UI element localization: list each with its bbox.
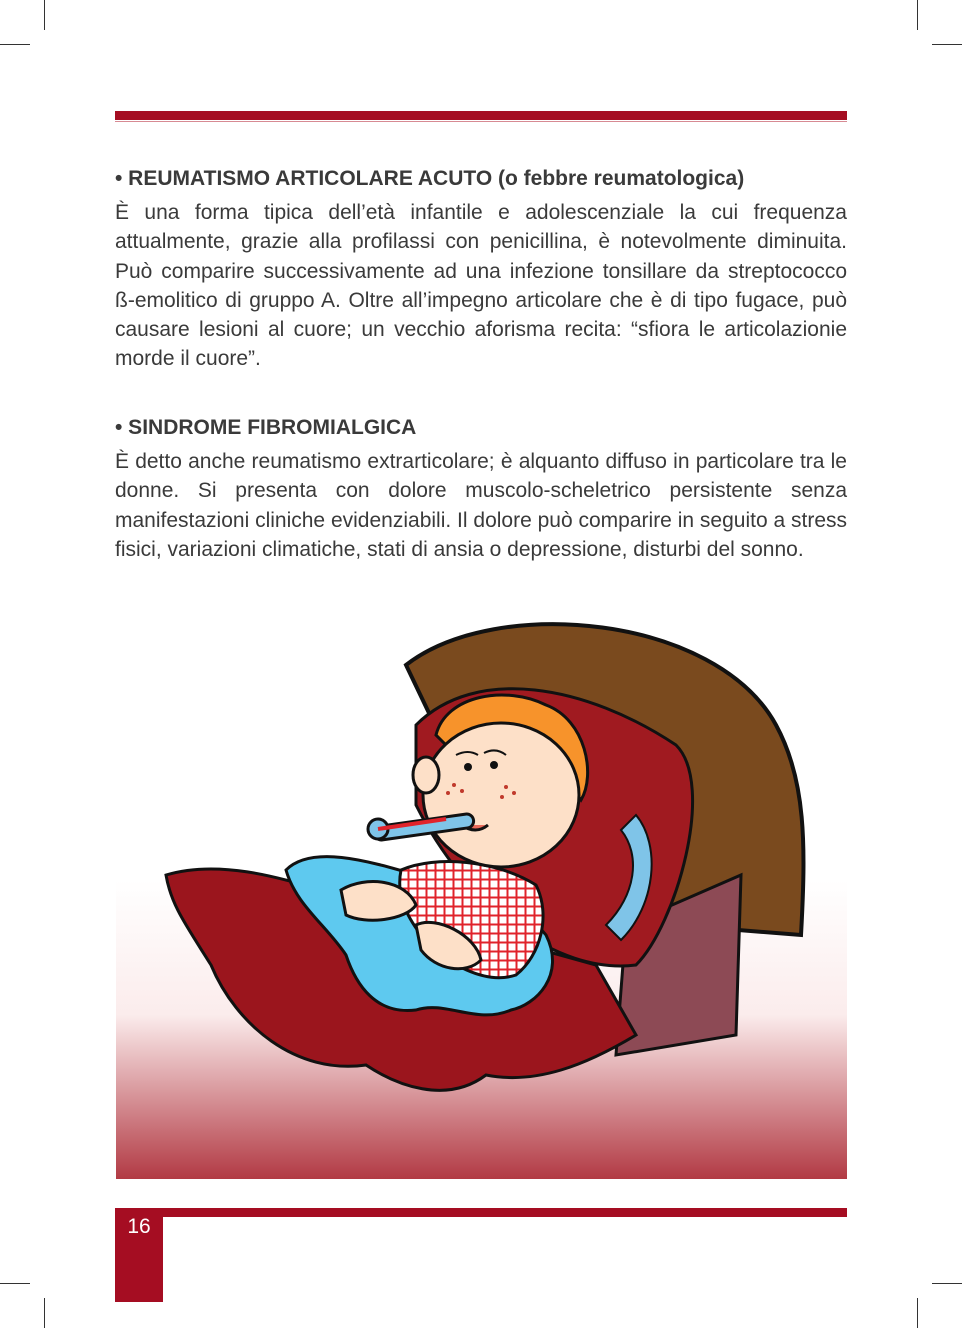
crop-mark <box>932 44 962 45</box>
section-body: È una forma tipica dell’età infantile e adolescenziale la cui frequenza attualmente, grazie alla profilassi con penicillina, è notevolmente diminuita. Può comparire successivamente ad una infezione tonsillare da streptococco ß-emolitico di gruppo A. Oltre all’impegno articolare che è di tipo fugace, può causare lesioni al cuore; un vecchio aforisma recita: “sfiora le articolazionie morde il cuore”. <box>115 201 847 371</box>
top-divider <box>115 111 847 120</box>
bottom-divider <box>163 1208 847 1217</box>
section-reumatismo <box>115 166 847 374</box>
crop-mark <box>44 1298 45 1328</box>
section-heading: • SINDROME FIBROMIALGICA <box>115 416 417 439</box>
ear <box>413 757 439 793</box>
page-number-box <box>115 1208 163 1302</box>
section-heading: • REUMATISMO ARTICOLARE ACUTO (o febbre reumatologica) <box>115 167 745 190</box>
section-body: È detto anche reumatismo extrarticolare; è alquanto diffuso in particolare tra le donne. Si presenta con dolore muscolo-scheletrico persistente senza manifestazioni cliniche evidenziabili. Il dolore può comparire in seguito a stress fisici, variazioni climatiche, stati di ansia o depressione, disturbi del sonno. <box>115 450 847 561</box>
crop-mark <box>44 0 45 30</box>
sick-child-in-bed-illustration <box>116 605 847 1179</box>
crop-mark <box>0 44 30 45</box>
crop-mark <box>0 1283 30 1284</box>
crop-mark <box>932 1283 962 1284</box>
crop-mark <box>917 0 918 30</box>
section-fibromialgica <box>115 415 847 564</box>
eye <box>490 761 498 769</box>
page-number: 16 <box>127 1215 151 1238</box>
crop-mark <box>917 1298 918 1328</box>
face <box>423 723 579 867</box>
eye <box>464 763 472 771</box>
